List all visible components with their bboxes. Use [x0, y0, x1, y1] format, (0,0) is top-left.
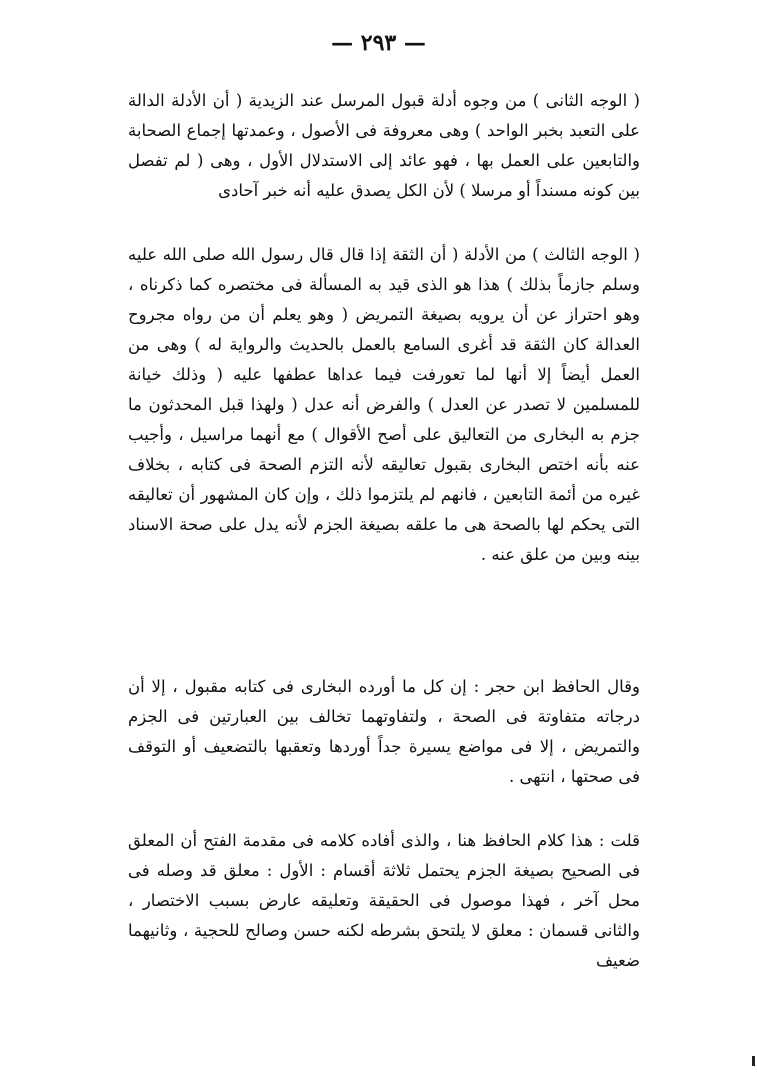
paragraph-second-aspect: ( الوجه الثانى ) من وجوه أدلة قبول المرسل عند الزيدية ( أن الأدلة الدالة على التعبد بخبر الواحد ) وهى معروفة فى الأصول ، وعمدتها إجماع الصحابة والتابعين على العمل بها ، فهو عائد إلى الاستدلال الأول ، وهى ( لم تفصل بين كونه مسنداً أو مرسلا ) لأن الكل يصدق عليه أنه خبر آحادى	[128, 91, 640, 200]
paragraph-commentary: قلت : هذا كلام الحافظ هنا ، والذى أفاده كلامه فى مقدمة الفتح أن المعلق فى الصحيح بصيغة الجزم يحتمل ثلاثة أقسام : الأول : معلق قد وصله فى محل آخر ، فهذا موصول فى الحقيقة وتعليقه عارض بسبب الاختصار ، والثانى قسمان : معلق لا يلتحق بشرطه لكنه حسن وصالح للحجية ، وثانيهما ضعيف	[128, 831, 640, 970]
page-number: — ٢٩٣ —	[331, 30, 426, 56]
scan-edge-mark	[752, 1056, 755, 1066]
paragraph-ibn-hajar-quote: وقال الحافظ ابن حجر : إن كل ما أورده البخارى فى كتابه مقبول ، إلا أن درجاته متفاوتة فى الصحة ، ولتفاوتهما تخالف بين العبارتين فى الجزم والتمريض ، إلا فى مواضع يسيرة جداً أوردها وتعقبها بالتضعيف أو التوقف فى صحتها ، انتهى .	[128, 677, 640, 786]
paragraph-third-aspect: ( الوجه الثالث ) من الأدلة ( أن الثقة إذا قال قال رسول الله صلى الله عليه وسلم جازماً بذلك ) هذا هو الذى قيد به المسألة فى مختصره كما ذكرناه ، وهو احتراز عن أن يرويه بصيغة التمريض ( وهو يعلم أن من رواه مجروح العدالة كان الثقة قد أغرى السامع بالعمل بالحديث والرواية له ) وهى من العمل أيضاً إلا أنها لما تعورفت فيما عداها عطفها عليه ( وذلك خيانة للمسلمين لا تصدر عن العدل ) والفرض أنه عدل ( ولهذا قبل المحدثون ما جزم به البخارى من التعاليق على أصح الأقوال ) مع أنهما مراسيل ، وأجيب عنه بأنه اختص البخارى بقبول تعاليقه لأنه التزم الصحة فى كتابه ، بخلاف غيره من أئمة التابعين ، فانهم لم يلتزموا ذلك ، وإن كان المشهور أن تعاليقه التى يحكم لها بالصحة هى ما علقه بصيغة الجزم لأنه يدل على صحة الاسناد بينه وبين من علق عنه .	[128, 245, 640, 564]
